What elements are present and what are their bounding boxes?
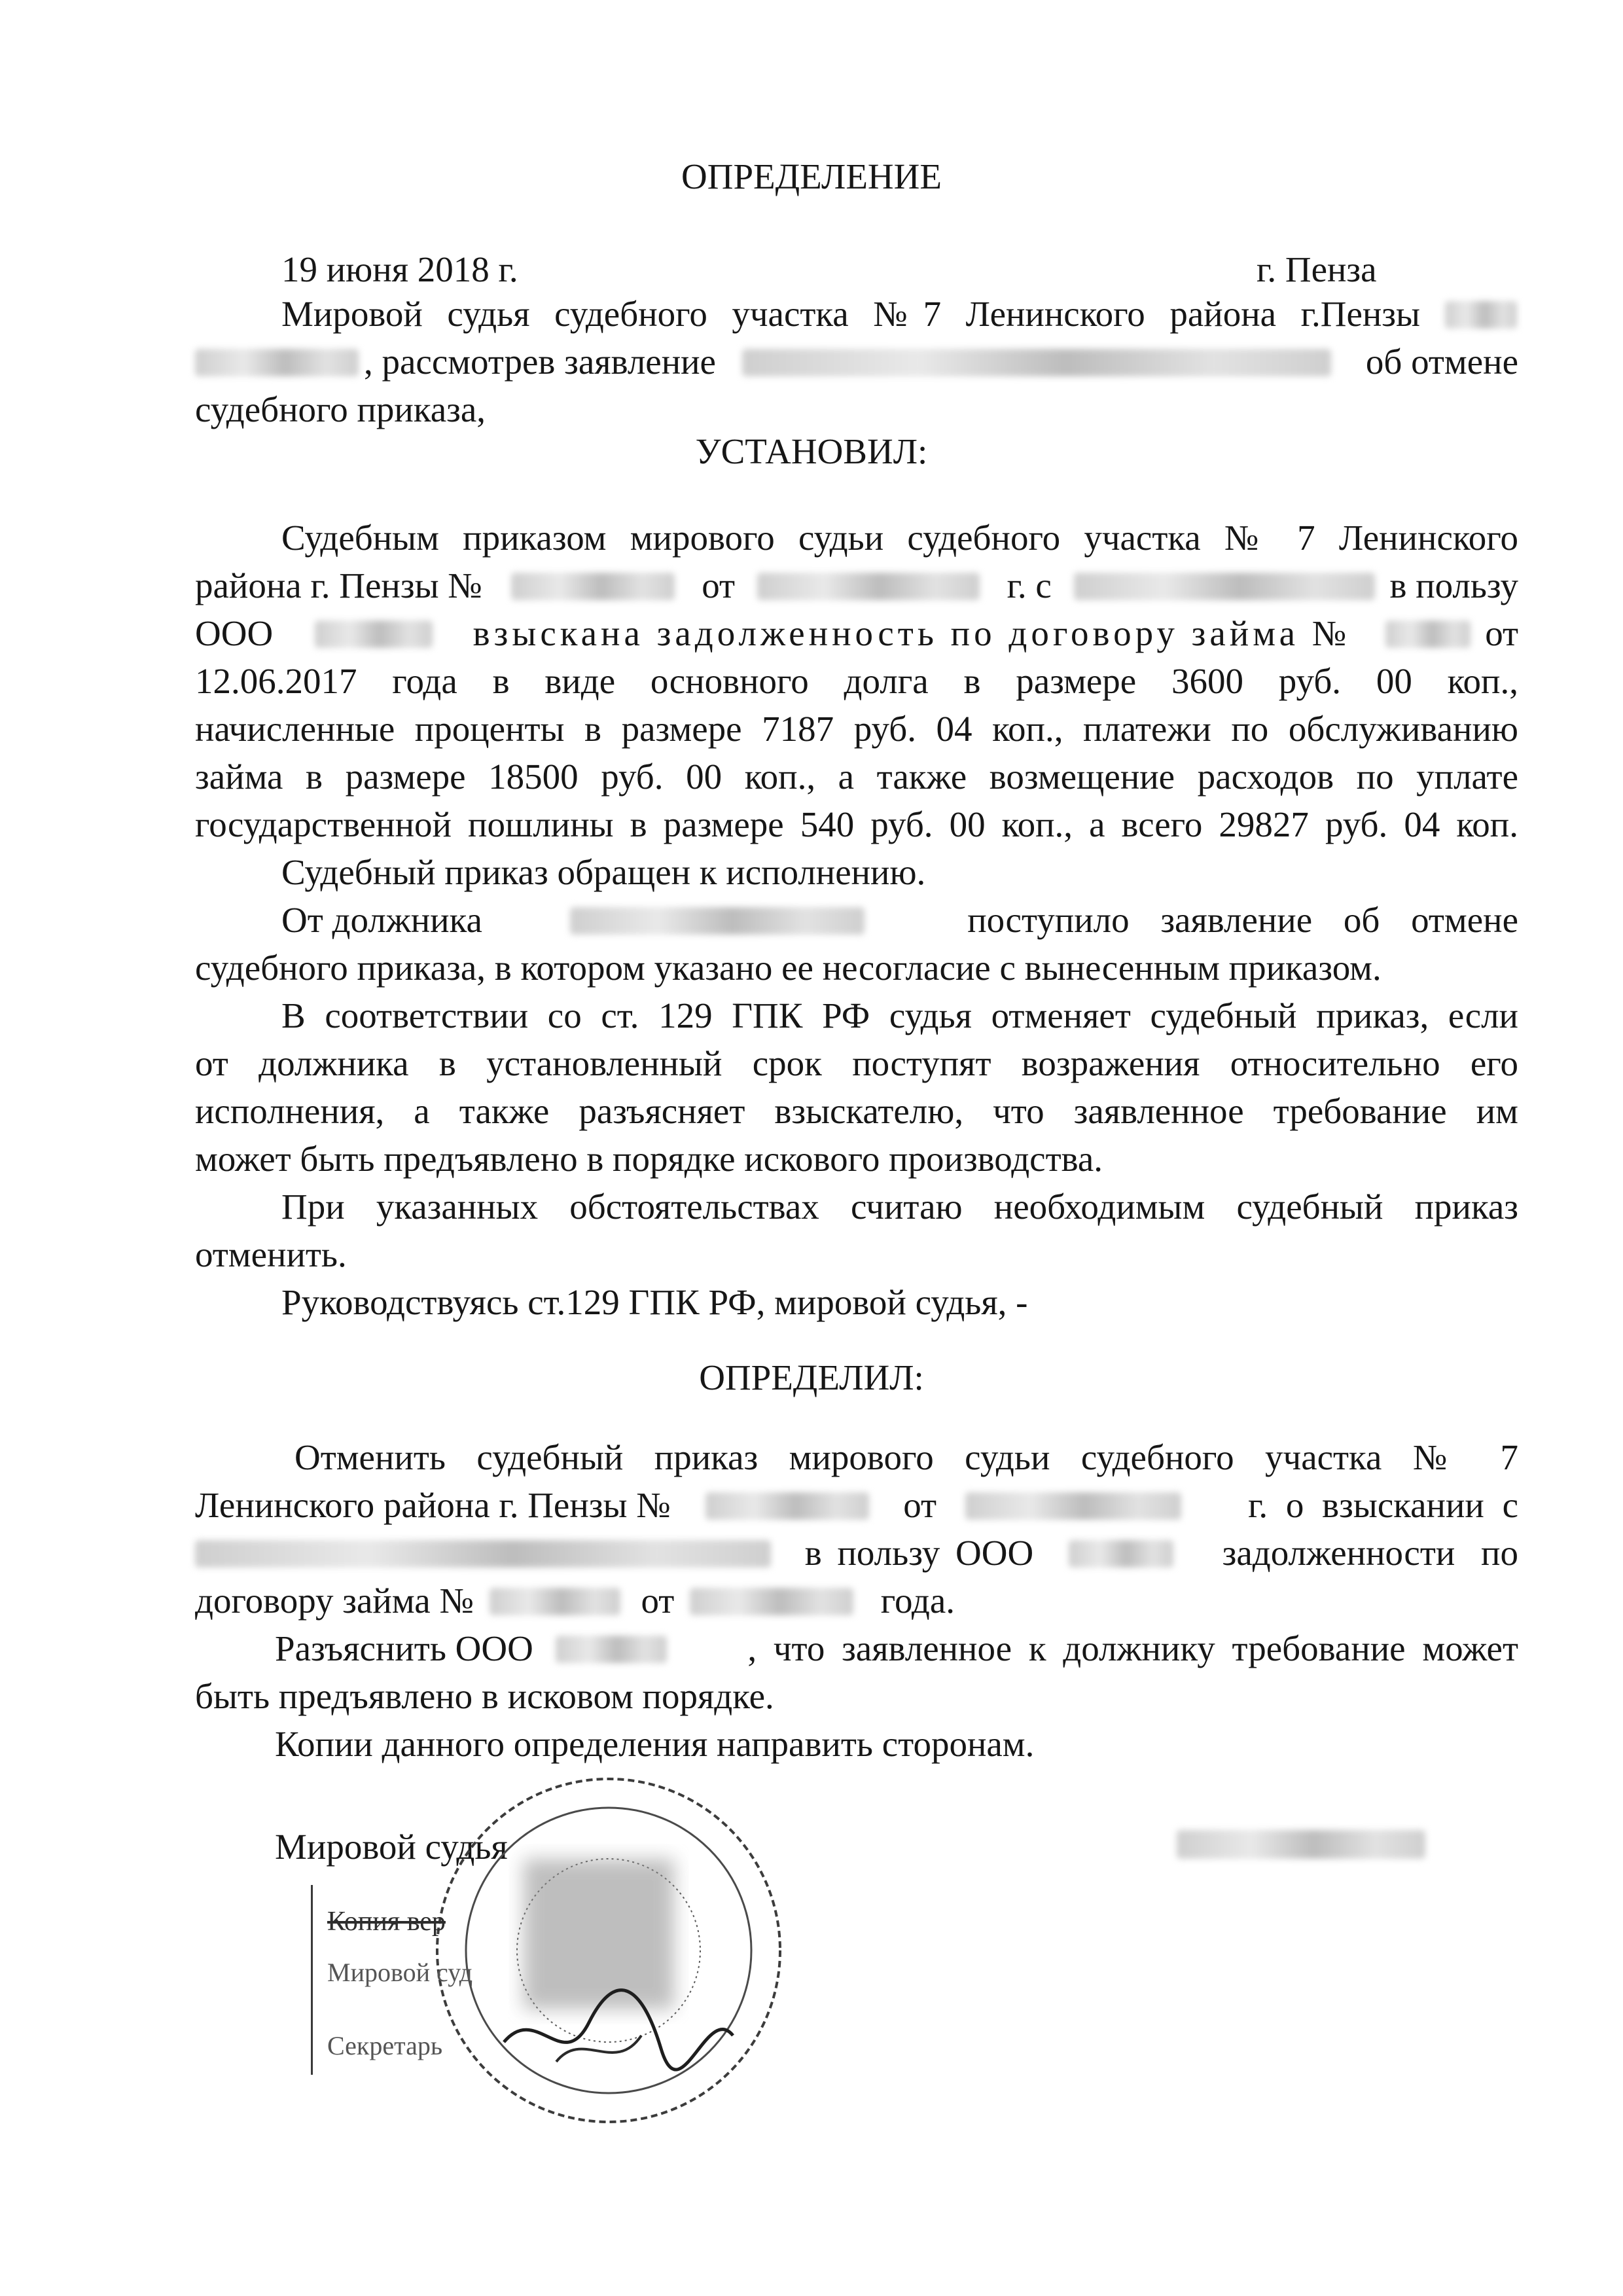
decided-line-3: в пользу ООО задолженности по (195, 1532, 1518, 1573)
document-city: г. Пенза (1257, 249, 1377, 289)
heading-established: УСТАНОВИЛ: (695, 431, 928, 471)
decided-line-2: Ленинского района г. Пензы № от г. о взыскании с (195, 1485, 1518, 1525)
intro-line-3: судебного приказа, (195, 389, 486, 429)
circumstances-line-1: При указанных обстоятельствах считаю необходимым судебный приказ (281, 1187, 1518, 1227)
law-line-2: от должника в установленный срок поступят возражения относительно его (195, 1043, 1518, 1083)
established-line-7: государственной пошлины в размере 540 руб. 00 коп., а всего 29827 руб. 04 коп. (195, 804, 1518, 844)
redacted-judge-name-1 (1445, 301, 1517, 329)
decided-line-1: Отменить судебный приказ мирового судьи судебного участка № 7 (294, 1437, 1518, 1477)
law-line-1: В соответствии со ст. 129 ГПК РФ судья отменяет судебный приказ, если (281, 996, 1518, 1035)
redacted-company-name (315, 620, 433, 648)
redacted-company-name-2 (1069, 1540, 1173, 1568)
debtor-line-2: судебного приказа, в котором указано ее несогласие с вынесенным приказом. (195, 948, 1382, 988)
intro-line-2: , рассмотрев заявление об отмене (195, 341, 1518, 382)
redacted-applicant-name (742, 349, 1331, 376)
redacted-debtor-name-2 (570, 907, 865, 935)
debtor-line-1: От должника поступило заявление об отмене (281, 900, 1518, 940)
certify-line-3: Секретарь (327, 2031, 443, 2060)
heading-decided: ОПРЕДЕЛИЛ: (699, 1357, 924, 1397)
guided-line: Руководствуясь ст.129 ГПК РФ, мировой судья, - (281, 1282, 1028, 1322)
decided-line-4: договору займа № от года. (195, 1581, 955, 1621)
explain-line-1: Разъяснить ООО , что заявленное к должнику требование может (275, 1628, 1518, 1668)
established-line-4: 12.06.2017 года в виде основного долга в размере 3600 руб. 00 коп., (195, 661, 1518, 701)
law-line-3: исполнения, а также разъясняет взыскателю, что заявленное требование им (195, 1091, 1518, 1131)
redacted-debtor-name-3 (195, 1540, 771, 1568)
document-date: 19 июня 2018 г. (281, 249, 518, 289)
signature-label: Мировой судья (275, 1827, 508, 1867)
executed-line: Судебный приказ обращен к исполнению. (281, 852, 926, 892)
redacted-company-name-3 (556, 1636, 667, 1663)
copies-line: Копии данного определения направить сторонам. (275, 1724, 1035, 1764)
established-line-3: ООО взыскана задолженность по договору займа № от (195, 613, 1518, 653)
certify-box-border (311, 1885, 318, 2075)
redacted-judge-name-2 (195, 349, 359, 376)
circumstances-line-2: отменить. (195, 1234, 347, 1274)
certify-line-2: Мировой суд (327, 1958, 473, 1987)
redacted-debtor-name (1074, 573, 1375, 600)
established-line-6: займа в размере 18500 руб. 00 коп., а также возмещение расходов по уплате (195, 757, 1518, 797)
redacted-loan-number (1385, 620, 1471, 648)
redacted-judge-initials (1177, 1830, 1425, 1859)
redacted-order-number-2 (705, 1492, 869, 1520)
redacted-loan-number-2 (490, 1588, 620, 1615)
established-line-5: начисленные проценты в размере 7187 руб. 04 коп., платежи по обслуживанию (195, 709, 1518, 749)
certify-line-1: Копия вер (327, 1907, 446, 1937)
established-line-2: района г. Пензы № от г. с в пользу (195, 565, 1518, 605)
law-line-4: может быть предъявлено в порядке искового производства. (195, 1139, 1103, 1179)
court-seal-stamp (425, 1767, 792, 2134)
redacted-order-number (511, 573, 675, 600)
established-line-1: Судебным приказом мирового судьи судебного участка № 7 Ленинского (281, 518, 1518, 558)
document-title: ОПРЕДЕЛЕНИЕ (681, 156, 942, 196)
intro-line-1: Мировой судья судебного участка №7 Ленинского района г.Пензы (281, 294, 1420, 334)
redacted-order-date-2 (965, 1492, 1181, 1520)
redacted-order-date (757, 573, 980, 600)
explain-line-2: быть предъявлено в исковом порядке. (195, 1676, 774, 1716)
redacted-loan-date (690, 1588, 853, 1615)
